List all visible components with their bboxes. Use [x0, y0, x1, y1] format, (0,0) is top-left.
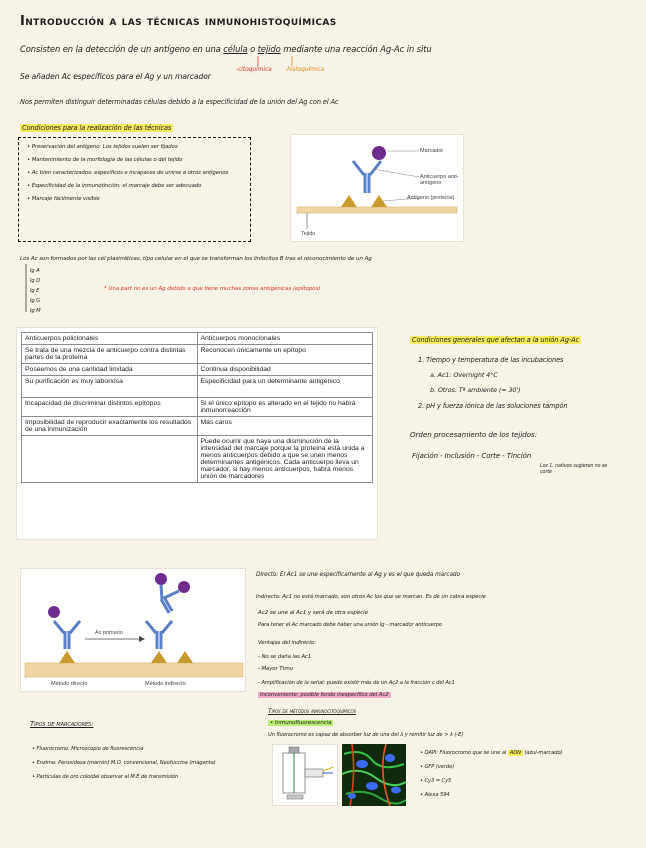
table-row [22, 376, 373, 398]
fluor-item: • Alexa 594 [420, 792, 450, 798]
fluor-text: Un fluorocromo es capaz de absorber luz de una del λ y remitir luz de > λ (-E) [268, 732, 464, 738]
tissue-bar [25, 663, 243, 677]
intro-o: o [250, 44, 256, 54]
method-v2: - Mayor Ttmu [258, 666, 293, 672]
antigen-shape [177, 651, 193, 663]
fluor-heading: Tipos de métodos inmunocitoquímicos [268, 708, 357, 715]
secondary-antibody-icon [161, 585, 179, 613]
table-cell: Poseemos de una cantidad limitada [22, 364, 198, 376]
table-cell: Más caros [197, 417, 373, 436]
orden-note: Los 1. nativos sugieren no se corte [540, 464, 608, 475]
plasma-note: * Una part no es un Ag debido a que tiene muchas zonas antigénicas (epítopos) [104, 286, 321, 292]
method-directo: Directo: El Ac1 se une específicamente al Ag y es el que queda marcado [256, 572, 460, 578]
antigen-shape [341, 195, 357, 207]
primary-antibody-icon [146, 621, 172, 649]
orden-steps: Fijación - Inclusión - Corte - Tinción [412, 452, 532, 460]
table-cell: Especificidad para un determinante antigénico [197, 376, 373, 398]
table-cell: Su purificación es muy laboriosa [22, 376, 198, 398]
table-cell: Continua disponibilidad [197, 364, 373, 376]
marker-item: • Enzima: Peroxidasa (marrón) M.O. convencional, Neofuccina (magenta) [32, 760, 216, 766]
method-ac2: Ac2 se une al Ac1 y será de otra especie [258, 610, 368, 616]
antibody-table [21, 332, 373, 483]
marker-icon [48, 606, 60, 618]
markers-heading: Tipos de marcadores: [30, 720, 94, 728]
intro-line1-end: mediante una reacción Ag-Ac in situ [283, 44, 432, 54]
table-row [22, 417, 373, 436]
inconveniente-text: Inconveniente: posible fondo inespecífico del Ac2 [260, 692, 389, 698]
label-indirecto: Método indirecto [145, 681, 186, 687]
histoquimica-label: -histoquímica [285, 66, 325, 73]
intro-line3: Nos permiten distinguir determinadas células debido a la especificidad de la unión del Ag con el Ac [20, 98, 339, 106]
table-cell: Reconocen únicamente un epítopo [197, 345, 373, 364]
table-row [22, 364, 373, 376]
table-row [22, 398, 373, 417]
conditions-box [18, 137, 251, 242]
primary-antibody-icon [54, 621, 80, 649]
antigen-shape [151, 651, 167, 663]
table-cell: Si el único epítopo es alterado en el tejido no habrá inmunorreacción [197, 398, 373, 417]
table-header: Anticuerpos monoclonales [197, 333, 373, 345]
tissue-bar [297, 207, 457, 213]
general-item2: 2. pH y fuerza iónica de las soluciones tampón [418, 402, 568, 410]
marker-item: • Fluorocromo: Microscopio de fluorescencia [32, 746, 144, 752]
citoquimica-label: -citoquímica [236, 66, 272, 73]
label-primario: Ac primario [95, 630, 123, 636]
table-cell [22, 436, 198, 483]
general-item1: 1. Tiempo y temperatura de las incubaciones [418, 356, 564, 364]
methods-diagram-svg [21, 569, 247, 693]
microscope-figure [272, 744, 338, 806]
fluor-list [420, 746, 562, 802]
fluor-item: • GFP (verde) [420, 764, 455, 770]
method-ventajas: Ventajas del indirecto: [258, 640, 317, 646]
isotype-item: Ig M [30, 308, 41, 314]
isotype-list [30, 266, 41, 316]
label-ac: Anticuerpo anti-antígeno [420, 174, 459, 186]
general-heading-text: Condiciones generales que afectan a la unión Ag-Ac [412, 336, 580, 344]
general-heading [410, 336, 581, 344]
table-header: Anticuerpos policlonales [22, 333, 198, 345]
table-cell: Se trata de una mezcla de anticuerpo contra distintas partes de la proteína [22, 345, 198, 364]
antibody-diagram [290, 134, 464, 242]
plasma-text: Los Ac son formados por las cél plasmáticas, tipo celular en el que se transforman los linfocitos B tras el reconocimiento de un Ag [20, 256, 372, 262]
arrow-head-icon [139, 636, 145, 642]
method-inconveniente [258, 692, 391, 698]
orden-heading: Orden procesamiento de los tejidos: [410, 430, 537, 439]
table-cell: Imposibilidad de reproducir exactamente los resultados de una inmunización [22, 417, 198, 436]
condition-item: • Ac bien caracterizados: específicos e incapaces de unirse a otros antígenos [27, 170, 229, 176]
isotype-item: Ig A [30, 268, 40, 274]
intro-tejido: tejido [257, 44, 281, 54]
methods-diagram [20, 568, 246, 692]
markers-list [32, 742, 216, 784]
condition-item: • Especificidad de la inmunotinción: el marcaje debe ser adecuado [27, 183, 202, 189]
conditions-heading-text: Condiciones para la realización de las técnicas [22, 124, 172, 132]
antibody-icon [353, 161, 381, 193]
general-item1b: b. Otros: Tª ambiente (≈ 30') [430, 386, 521, 394]
intro-line2: Se añaden Ac específicos para el Ag y un marcador [20, 72, 211, 81]
method-indirecto: Indirecto: Ac1 no está marcado, son otros Ac los que se marcan. Es de un cabra especie [256, 594, 486, 600]
fluor-item: • Cy3 = Cy5 [420, 778, 452, 784]
dna-highlight: ADN [509, 750, 521, 756]
label-tejido: Tejido [301, 231, 316, 237]
table-cell: Incapacidad de discriminar distintos epítopos [22, 398, 198, 417]
marker-icon [155, 573, 167, 585]
label-ag: Antígeno (proteína) [407, 195, 455, 201]
general-item1a: a. Ac1: Overnight 4°C [430, 371, 498, 379]
condition-item: • Preservación del antígeno: Los tejidos suelen ser fijados [27, 144, 178, 150]
method-v1: - No se daña las Ac1 [258, 654, 312, 660]
fluor-subheading [268, 720, 333, 726]
marker-icon [178, 581, 190, 593]
antigen-shape [59, 651, 75, 663]
condition-item: • Mantenimiento de la morfología de las células o del tejido [27, 157, 183, 163]
antibody-table-card [16, 327, 378, 540]
microscope-svg [273, 745, 339, 807]
label-marcador: Marcador [420, 148, 444, 154]
marker-item: • Partículas de oro coloidal observar al M.E de transmisión [32, 774, 179, 780]
label-directo: Método directo [51, 681, 88, 687]
table-cell: Puede ocurrir que haya una disminución de la intensidad del marcaje porque la proteína está unida a menos anticuerpos debido a que se unen menos determinantes antigénicos. Cada anticuerpo lleva un marcador, si hay menos anticuerpos, habrá menos unión de marcadores [197, 436, 373, 483]
conditions-heading [20, 124, 173, 132]
method-v3: - Amplificación de la señal: puede existir más de un Ac2 a la fracción c del Ac1 [258, 680, 455, 686]
isotype-item: Ig D [30, 278, 41, 284]
fluor-subheading-text: • Inmunofluorescencia [270, 720, 332, 726]
isotype-bracket [22, 264, 30, 314]
isotype-item: Ig G [30, 298, 41, 304]
fluorescence-image [342, 744, 406, 806]
condition-item: • Marcaje fácilmente visible [27, 196, 100, 202]
page-title: Introducción a las técnicas inmunohistoquímicas [20, 14, 337, 29]
fluor-item [420, 746, 562, 760]
intro-line1 [20, 44, 432, 54]
table-row [22, 436, 373, 483]
marker-icon [372, 146, 386, 160]
isotype-item: Ig E [30, 288, 40, 294]
table-row [22, 345, 373, 364]
intro-line1-text: Consisten en la detección de un antígeno en una [20, 44, 221, 54]
table-header-row [22, 333, 373, 345]
intro-celula: célula [223, 44, 248, 54]
fluor-item-dapi: • DAPI: Fluorocromo que se une al ADN (azul-marcado) [420, 750, 563, 756]
fluorescence-svg [342, 744, 406, 806]
method-cerca: Para tener el Ac marcado debe haber una unión Ig - marcador anticuerpo [258, 622, 442, 628]
